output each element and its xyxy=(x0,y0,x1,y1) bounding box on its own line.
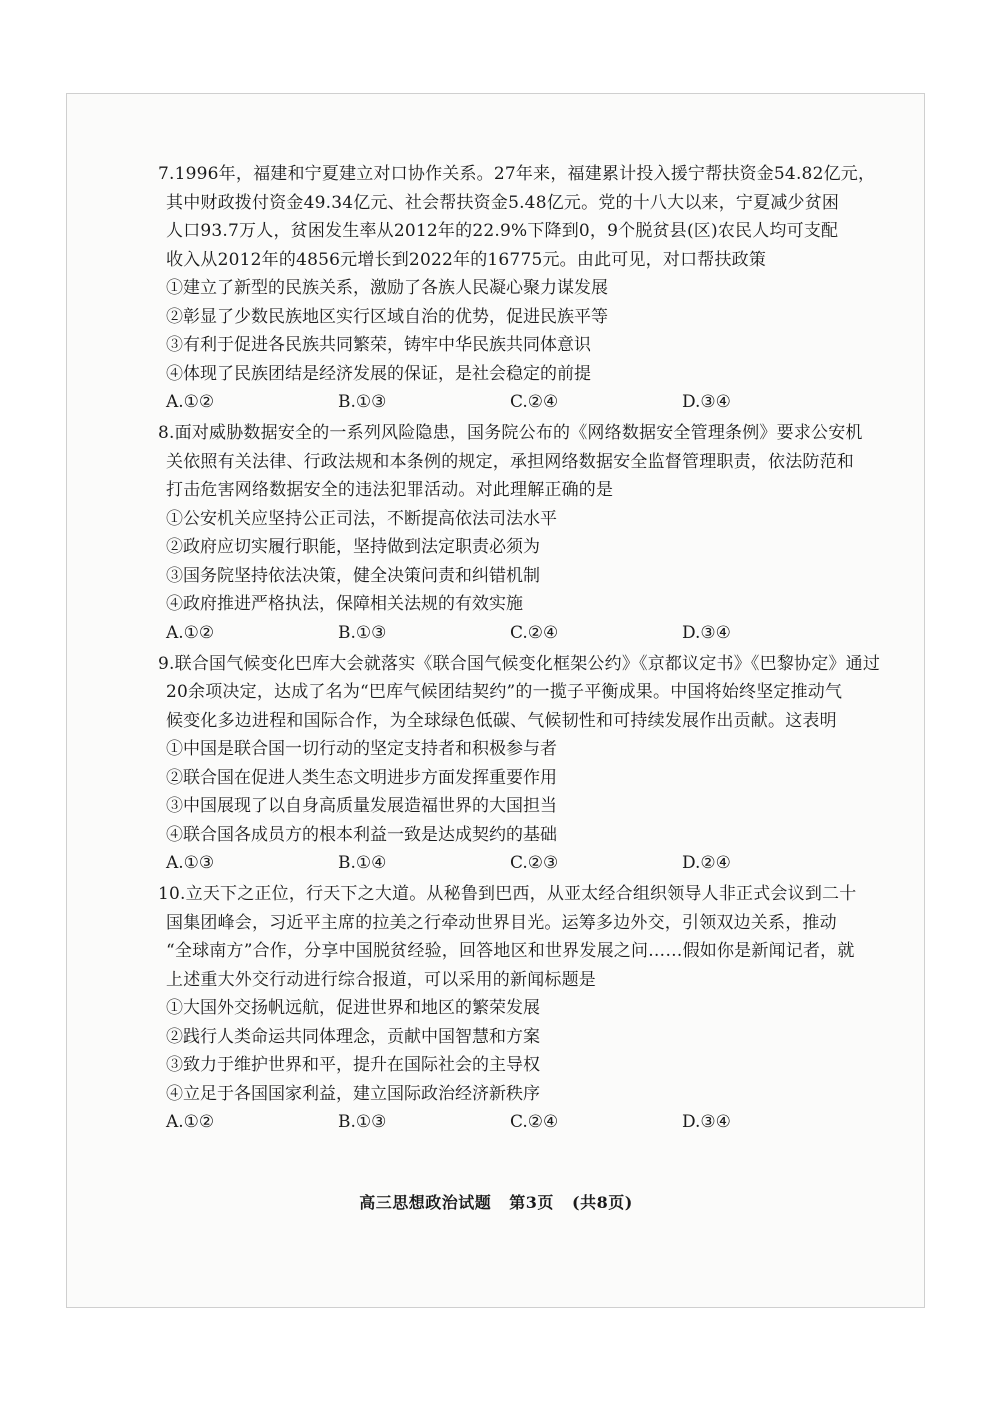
footer-page-number: 第3页 xyxy=(509,1193,554,1212)
question-7-option: ①建立了新型的民族关系，激励了各族人民凝心聚力谋发展 xyxy=(166,278,608,298)
question-7-option: ②彰显了少数民族地区实行区域自治的优势，促进民族平等 xyxy=(166,306,608,327)
question-9-option: ②联合国在促进人类生态文明进步方面发挥重要作用 xyxy=(166,767,557,788)
answer-choice-c: C.②④ xyxy=(510,1112,559,1132)
question-8 xyxy=(158,419,868,650)
answer-choice-b: B.①③ xyxy=(338,1112,387,1132)
question-7-stem-line: 其中财政拨付资金49.34亿元、社会帮扶资金5.48亿元。党的十八大以来，宁夏减少贫困 xyxy=(166,192,840,213)
question-10-stem-line: 国集团峰会，习近平主席的拉美之行牵动世界目光。运筹多边外交，引领双边关系，推动 xyxy=(166,912,837,933)
question-9-answer-choices xyxy=(158,849,868,880)
answer-choice-b: B.①③ xyxy=(338,622,387,643)
question-8-stem-line: 打击危害网络数据安全的违法犯罪活动。对此理解正确的是 xyxy=(166,480,614,500)
question-8-option: ④政府推进严格执法，保障相关法规的有效实施 xyxy=(166,594,523,614)
question-9-option: ①中国是联合国一切行动的坚定支持者和积极参与者 xyxy=(166,739,557,759)
question-7-stem-line: 收入从2012年的4856元增长到2022年的16775元。由此可见，对口帮扶政策 xyxy=(166,249,767,270)
question-9-stem-line: 20余项决定，达成了名为“巴库气候团结契约”的一揽子平衡成果。中国将始终坚定推动气 xyxy=(166,682,843,702)
question-8-answer-choices xyxy=(158,619,868,650)
question-10-option: ③致力于维护世界和平，提升在国际社会的主导权 xyxy=(166,1055,540,1075)
question-10-option: ②践行人类命运共同体理念，贡献中国智慧和方案 xyxy=(166,1026,540,1047)
question-10-stem-line: 10.立天下之正位，行天下之大道。从秘鲁到巴西，从亚太经合组织领导人非正式会议到二十 xyxy=(158,884,857,904)
question-10-answer-choices xyxy=(158,1108,868,1139)
question-10-stem-line: 上述重大外交行动进行综合报道，可以采用的新闻标题是 xyxy=(166,969,596,990)
question-8-option: ①公安机关应坚持公正司法，不断提高依法司法水平 xyxy=(166,508,557,529)
answer-choice-d: D.②④ xyxy=(682,853,731,873)
answer-choice-d: D.③④ xyxy=(682,392,731,412)
question-7-answer-choices xyxy=(158,388,868,419)
answer-choice-b: B.①③ xyxy=(338,392,387,412)
question-10 xyxy=(158,880,868,1139)
question-7-stem-line: 7.1996年，福建和宁夏建立对口协作关系。27年来，福建累计投入援宁帮扶资金54.82亿元， xyxy=(158,164,876,184)
answer-choice-c: C.②③ xyxy=(510,853,559,873)
footer-total-pages: (共8页) xyxy=(572,1193,633,1212)
answer-choice-d: D.③④ xyxy=(682,622,731,643)
question-8-option: ②政府应切实履行职能，坚持做到法定职责必须为 xyxy=(166,537,540,557)
page-footer xyxy=(0,1190,992,1213)
question-8-stem-line: 8.面对威胁数据安全的一系列风险隐患，国务院公布的《网络数据安全管理条例》要求公安机 xyxy=(158,423,863,443)
answer-choice-b: B.①④ xyxy=(338,853,387,873)
question-7-option: ④体现了民族团结是经济发展的保证，是社会稳定的前提 xyxy=(166,363,591,384)
question-10-option: ④立足于各国国家利益，建立国际政治经济新秩序 xyxy=(166,1083,540,1104)
answer-choice-a: A.①③ xyxy=(166,853,215,873)
question-10-stem-line: “全球南方”合作，分享中国脱贫经验，回答地区和世界发展之问……假如你是新闻记者，就 xyxy=(166,941,855,961)
question-9-stem-line: 候变化多边进程和国际合作，为全球绿色低碳、气候韧性和可持续发展作出贡献。这表明 xyxy=(166,710,837,731)
answer-choice-a: A.①② xyxy=(166,1112,215,1132)
question-9-stem-line: 9.联合国气候变化巴库大会就落实《联合国气候变化框架公约》《京都议定书》《巴黎协定》通过 xyxy=(158,653,881,674)
question-10-option: ①大国外交扬帆远航，促进世界和地区的繁荣发展 xyxy=(166,998,540,1018)
answer-choice-a: A.①② xyxy=(166,392,215,412)
answer-choice-a: A.①② xyxy=(166,622,215,643)
question-7 xyxy=(158,160,876,419)
question-9 xyxy=(158,650,881,881)
question-7-option: ③有利于促进各民族共同繁荣，铸牢中华民族共同体意识 xyxy=(166,335,591,355)
question-list xyxy=(158,160,881,1139)
question-8-option: ③国务院坚持依法决策，健全决策问责和纠错机制 xyxy=(166,565,540,586)
answer-choice-c: C.②④ xyxy=(510,392,559,412)
footer-subject: 高三思想政治试题 xyxy=(359,1193,492,1212)
question-7-stem-line: 人口93.7万人，贫困发生率从2012年的22.9%下降到0，9个脱贫县(区)农民人均可支配 xyxy=(166,221,839,241)
answer-choice-c: C.②④ xyxy=(510,622,559,643)
question-8-stem-line: 关依照有关法律、行政法规和本条例的规定，承担网络数据安全监督管理职责，依法防范和 xyxy=(166,451,854,472)
question-9-option: ④联合国各成员方的根本利益一致是达成契约的基础 xyxy=(166,824,557,845)
answer-choice-d: D.③④ xyxy=(682,1112,731,1132)
question-9-option: ③中国展现了以自身高质量发展造福世界的大国担当 xyxy=(166,796,557,816)
